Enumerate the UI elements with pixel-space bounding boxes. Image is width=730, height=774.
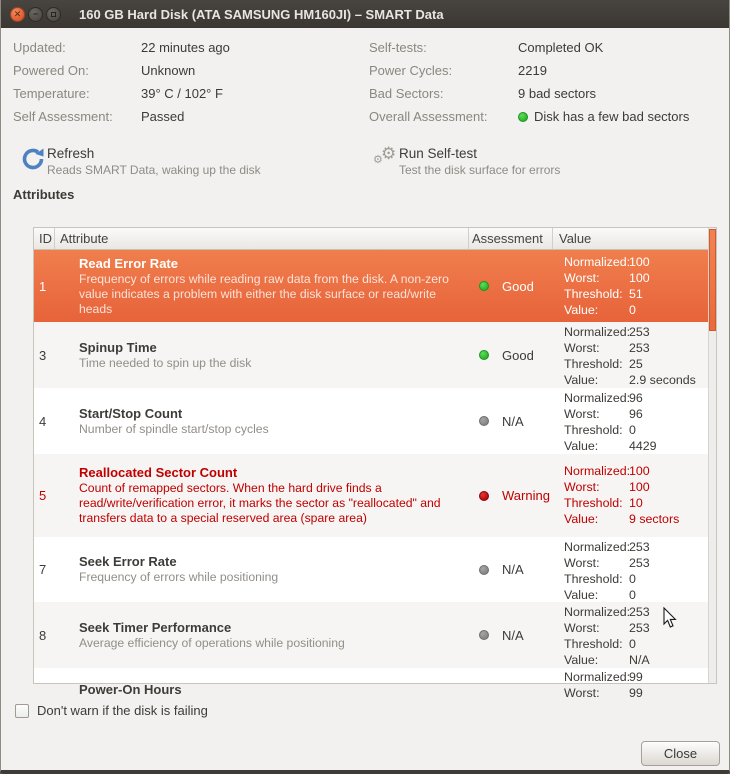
overview-row-2	[1, 63, 729, 86]
overview-row-4	[1, 109, 729, 132]
dont-warn-checkbox-row[interactable]	[15, 703, 208, 718]
titlebar[interactable]	[1, 0, 729, 28]
window-maximize-icon[interactable]	[46, 7, 61, 22]
attribute-name: Start/Stop Count	[79, 405, 183, 421]
row-values: Normalized: 253 Worst: 253 Threshold: 0 Value: 0	[564, 540, 650, 602]
column-header-id[interactable]: ID	[39, 231, 52, 246]
row-attribute	[54, 388, 468, 454]
assessment-text: Good	[502, 347, 534, 363]
row-values: Normalized: 253 Worst: 253 Threshold: 25 Value: 2.9 seconds	[564, 325, 696, 387]
row-values: Normalized: 253 Worst: 253 Threshold: 0 Value: N/A	[564, 605, 650, 667]
assessment-text: Good	[502, 278, 534, 294]
overall-assessment-value: Disk has a few bad sectors	[518, 109, 689, 124]
bad-sectors-value: 9 bad sectors	[518, 86, 597, 101]
window-close-icon[interactable]: ✕	[10, 7, 25, 22]
row-attribute	[54, 250, 468, 322]
overview-row-3	[1, 86, 729, 109]
power-cycles-label: Power Cycles:	[369, 63, 453, 78]
powered-on-label: Powered On:	[13, 63, 89, 78]
run-self-test-button[interactable]	[373, 146, 560, 177]
dont-warn-checkbox[interactable]	[15, 704, 29, 718]
row-id: 1	[39, 278, 47, 294]
column-header-assessment[interactable]: Assessment	[468, 228, 552, 249]
attribute-description: Frequency of errors while reading raw data from the disk. A non-zero value indicates a problem with either the disk surface or read/write heads	[79, 271, 449, 316]
table-header	[34, 228, 716, 250]
overall-assessment-label: Overall Assessment:	[369, 109, 488, 124]
attribute-description: Frequency of errors while positioning	[79, 570, 279, 584]
warning-status-icon	[479, 491, 489, 501]
row-assessment	[468, 322, 552, 388]
good-status-icon	[479, 281, 489, 291]
run-self-test-description: Test the disk surface for errors	[399, 163, 561, 177]
assessment-text: Warning	[502, 488, 550, 503]
row-id: 8	[39, 627, 47, 643]
selftests-label: Self-tests:	[369, 40, 427, 55]
temperature-label: Temperature:	[13, 86, 90, 101]
good-status-icon	[479, 350, 489, 360]
row-assessment	[468, 537, 552, 602]
attribute-name: Spinup Time	[79, 339, 157, 355]
temperature-value: 39° C / 102° F	[141, 86, 223, 101]
attribute-name: Power-On Hours	[79, 682, 182, 697]
row-values: Normalized: 99 Worst: 99	[564, 670, 643, 700]
dont-warn-label: Don't warn if the disk is failing	[37, 703, 208, 718]
overview-row-1	[1, 40, 729, 63]
row-id: 5	[39, 488, 47, 503]
row-assessment	[468, 602, 552, 668]
green-status-icon	[518, 112, 528, 122]
table-row-start-stop-count[interactable]	[34, 388, 708, 454]
row-attribute	[54, 454, 468, 537]
row-attribute	[54, 668, 468, 697]
window-controls	[10, 7, 61, 22]
powered-on-value: Unknown	[141, 63, 196, 78]
row-attribute	[54, 322, 468, 388]
assessment-text: N/A	[502, 627, 524, 643]
table-row-seek-timer-performance[interactable]	[34, 602, 708, 668]
gears-icon: ⚙ ⚙	[373, 144, 397, 166]
table-row-spinup-time[interactable]	[34, 322, 708, 388]
na-status-icon	[479, 630, 489, 640]
row-assessment	[468, 388, 552, 454]
attribute-name: Reallocated Sector Count	[79, 465, 238, 480]
row-assessment	[468, 250, 552, 322]
self-assessment-label: Self Assessment:	[13, 109, 113, 124]
refresh-label: Refresh	[47, 146, 95, 161]
row-values: Normalized: 100 Worst: 100 Threshold: 51 Value: 0	[564, 255, 650, 317]
attribute-description: Time needed to spin up the disk	[79, 355, 252, 370]
table-scrollbar[interactable]	[708, 228, 716, 683]
refresh-description: Reads SMART Data, waking up the disk	[47, 163, 261, 177]
row-attribute	[54, 602, 468, 668]
na-status-icon	[479, 416, 489, 426]
attribute-description: Average efficiency of operations while positioning	[79, 635, 345, 650]
window-title: 160 GB Hard Disk (ATA SAMSUNG HM160JI) – SMART Data	[79, 6, 444, 22]
close-button[interactable]: Close	[641, 741, 720, 766]
column-header-value[interactable]: Value	[552, 228, 716, 249]
row-id	[34, 668, 54, 685]
table-row-read-error-rate[interactable]	[34, 250, 708, 322]
refresh-icon	[21, 147, 45, 171]
table-row-reallocated-sector-count[interactable]	[34, 454, 708, 537]
attribute-description: Number of spindle start/stop cycles	[79, 421, 269, 436]
power-cycles-value: 2219	[518, 63, 547, 78]
na-status-icon	[479, 565, 489, 575]
row-assessment	[468, 454, 552, 537]
row-id: 7	[39, 562, 47, 577]
attribute-name: Seek Timer Performance	[79, 619, 232, 635]
row-attribute	[54, 537, 468, 602]
row-values: Normalized: 96 Worst: 96 Threshold: 0 Value: 4429	[564, 391, 657, 453]
assessment-text: N/A	[502, 562, 524, 577]
table-row-seek-error-rate[interactable]	[34, 537, 708, 602]
scrollbar-thumb[interactable]	[709, 229, 716, 331]
run-self-test-label: Run Self-test	[399, 146, 478, 161]
row-id: 4	[39, 413, 47, 429]
refresh-button[interactable]	[21, 146, 261, 177]
bad-sectors-label: Bad Sectors:	[369, 86, 444, 101]
updated-label: Updated:	[13, 40, 66, 55]
row-assessment	[468, 668, 552, 685]
window-minimize-icon[interactable]: −	[28, 7, 43, 22]
selftests-value: Completed OK	[518, 40, 604, 55]
row-values: Normalized: 100 Worst: 100 Threshold: 10 Value: 9 sectors	[564, 464, 680, 526]
attribute-name: Read Error Rate	[79, 255, 178, 271]
row-id: 3	[39, 347, 47, 363]
self-assessment-value: Passed	[141, 109, 185, 124]
updated-value: 22 minutes ago	[141, 40, 230, 55]
attribute-name: Seek Error Rate	[79, 554, 177, 569]
assessment-text: N/A	[502, 413, 524, 429]
attributes-heading: Attributes	[13, 187, 75, 202]
column-header-attribute[interactable]: Attribute	[54, 228, 468, 249]
table-row-power-on-hours-partial[interactable]	[34, 668, 708, 700]
attributes-table	[33, 227, 717, 700]
attribute-description: Count of remapped sectors. When the hard drive finds a read/write/verification error, it marks the sector as "reallocated" and transfers data to a special reserved area (spare area)	[79, 481, 441, 525]
